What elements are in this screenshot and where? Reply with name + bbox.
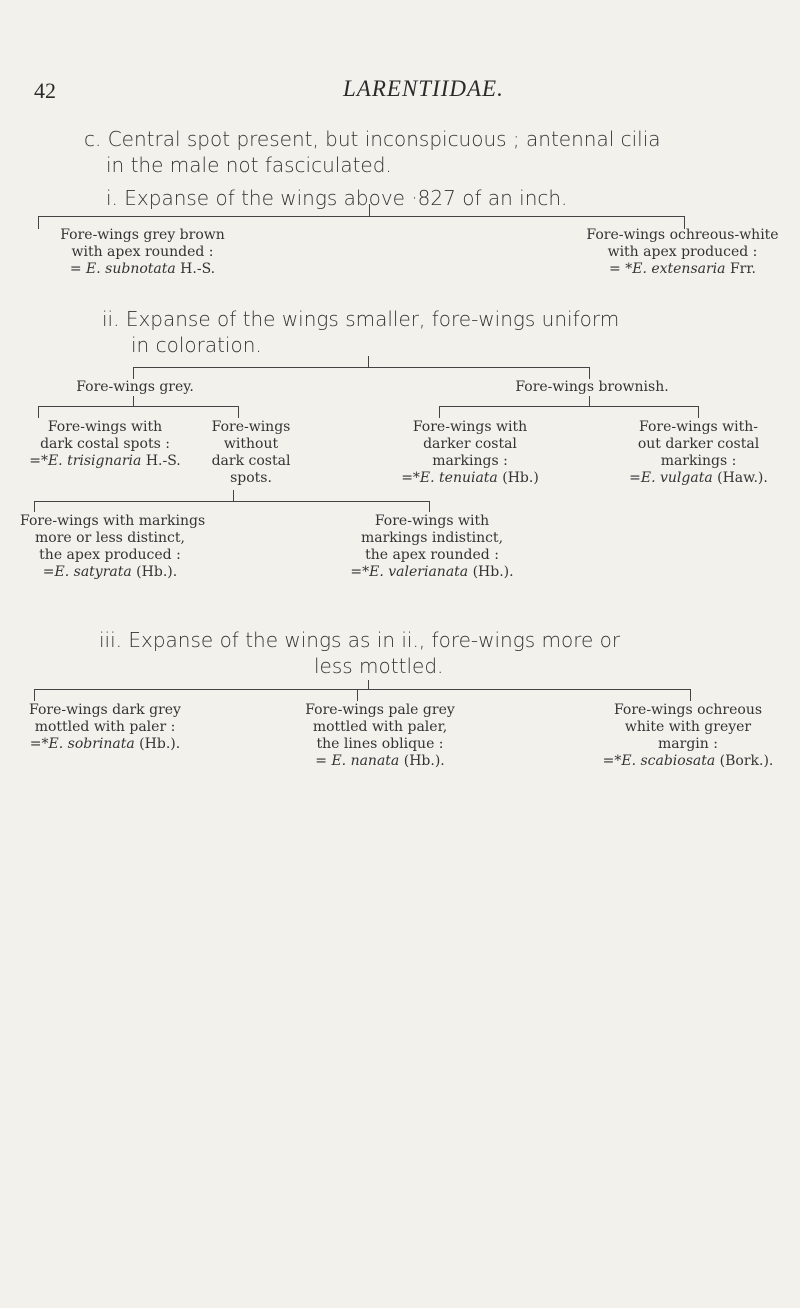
species-author: H.-S.	[141, 453, 181, 469]
species-author: (Hb.)	[497, 470, 539, 486]
species-line	[300, 753, 460, 770]
section-i-heading: i. Expanse of the wings above ·827 of an inch.	[106, 186, 568, 210]
key-drop-ii-right	[589, 367, 590, 379]
section-iii-line1: iii. Expanse of the wings as in ii., fore-wings more or	[99, 628, 621, 652]
section-ii-heading	[102, 306, 619, 358]
key-stem-ii	[368, 356, 369, 367]
species-author: (Hb.).	[468, 564, 514, 580]
key-entry-tenuiata	[385, 419, 555, 487]
species-author: H.-S.	[175, 261, 216, 277]
key-stem-i	[369, 204, 370, 216]
key-drop-ii-left	[133, 367, 134, 379]
entry-line: the lines oblique :	[316, 736, 444, 752]
species-name: E. vulgata	[640, 470, 713, 486]
species-line	[598, 753, 778, 770]
key-bracket-i	[38, 216, 684, 217]
species-line	[342, 564, 522, 581]
species-name: E. trisignaria	[47, 453, 142, 469]
key-bracket-satyrata	[34, 501, 429, 502]
section-c-line2: in the male not fasciculated.	[106, 153, 392, 177]
entry-line: without	[223, 436, 279, 452]
entry-line: mottled with paler,	[312, 719, 448, 735]
key-stem-brownish	[589, 396, 590, 406]
species-author: Frr.	[725, 261, 756, 277]
key-drop-iii-a	[34, 689, 35, 701]
equals-mark: =	[42, 564, 55, 580]
entry-line: Fore-wings with-	[639, 419, 758, 435]
key-entry-scabiosata	[598, 702, 778, 770]
label-fore-wings-brownish: Fore-wings brownish.	[515, 379, 669, 395]
entry-line: Fore-wings grey brown	[60, 227, 225, 243]
key-bracket-brownish	[439, 406, 698, 407]
key-drop-sub-a	[34, 501, 35, 512]
equals-mark: = *	[609, 261, 633, 277]
key-entry-extensaria	[555, 227, 800, 278]
species-author: (Hb.).	[399, 753, 445, 769]
equals-mark: =	[69, 261, 87, 277]
key-entry-valerianata	[342, 513, 522, 581]
species-line	[25, 453, 185, 470]
equals-mark: =*	[350, 564, 370, 580]
equals-mark: =*	[602, 753, 622, 769]
species-name: E. valerianata	[369, 564, 469, 580]
entry-line: margin :	[658, 736, 718, 752]
key-entry-vulgata	[621, 419, 776, 487]
entry-line: markings :	[660, 453, 737, 469]
entry-line: with apex rounded :	[71, 244, 214, 260]
key-drop-brown-a	[439, 406, 440, 418]
species-name: E. tenuiata	[419, 470, 498, 486]
key-bracket-ii	[133, 367, 589, 368]
equals-mark: =*	[29, 736, 49, 752]
equals-mark: =	[629, 470, 641, 486]
entry-line: with apex produced :	[607, 244, 758, 260]
key-drop-iii-b	[357, 689, 358, 701]
entry-line: more or less distinct,	[35, 530, 185, 546]
species-author: (Hb.).	[131, 564, 178, 580]
running-head: LARENTIIDAE.	[343, 76, 504, 101]
section-iii-heading	[99, 627, 620, 679]
key-drop-iii-c	[690, 689, 691, 701]
key-entry-satyrata	[20, 513, 206, 581]
species-author: (Haw.).	[712, 470, 768, 486]
entry-line: the apex produced :	[39, 547, 181, 563]
key-drop-grey-a	[38, 406, 39, 418]
key-stem-without-spots	[233, 490, 234, 501]
key-entry-without-spots	[190, 419, 312, 487]
section-c-line1: c. Central spot present, but inconspicuous ; antennal cilia	[84, 127, 661, 151]
key-entry-nanata	[300, 702, 460, 770]
species-line	[30, 261, 255, 278]
section-ii-line2: in coloration.	[131, 333, 262, 357]
equals-mark: =*	[29, 453, 48, 469]
key-bracket-iii	[34, 689, 690, 690]
entry-line: out darker costal	[637, 436, 760, 452]
species-name: E. subnotata	[86, 261, 176, 277]
species-line	[20, 736, 190, 753]
species-line	[20, 564, 200, 581]
entry-line: white with greyer	[624, 719, 752, 735]
key-stem-grey	[133, 396, 134, 406]
page-number: 42	[34, 78, 56, 103]
key-stem-iii	[368, 680, 369, 689]
entry-line: markings :	[432, 453, 508, 469]
species-line	[555, 261, 800, 278]
entry-line: Fore-wings pale grey	[305, 702, 455, 718]
species-line	[621, 470, 776, 487]
entry-line: Fore-wings with	[47, 419, 163, 435]
section-iii-line2: less mottled.	[314, 654, 444, 678]
entry-line: dark costal spots :	[40, 436, 170, 452]
entry-line: Fore-wings with	[374, 513, 490, 529]
key-drop-brown-b	[698, 406, 699, 418]
species-author: (Hb.).	[134, 736, 181, 752]
entry-line: spots.	[230, 470, 272, 486]
entry-line: Fore-wings with markings	[20, 513, 206, 529]
key-entry-subnotata	[30, 227, 255, 278]
species-name: E. satyrata	[54, 564, 132, 580]
entry-line: mottled with paler :	[34, 719, 176, 735]
entry-line: Fore-wings dark grey	[29, 702, 181, 718]
key-drop-sub-b	[429, 501, 430, 512]
species-line	[385, 470, 555, 487]
species-name: E. scabiosata	[621, 753, 716, 769]
key-entry-trisignaria	[25, 419, 185, 470]
section-c-heading	[84, 126, 661, 178]
entry-line: Fore-wings ochreous	[613, 702, 763, 718]
species-name: E. nanata	[331, 753, 400, 769]
entry-line: dark costal	[211, 453, 291, 469]
species-author: (Bork.).	[715, 753, 774, 769]
key-bracket-grey	[38, 406, 238, 407]
label-fore-wings-grey: Fore-wings grey.	[76, 379, 194, 395]
entry-line: darker costal	[423, 436, 517, 452]
section-ii-line1: ii. Expanse of the wings smaller, fore-wings uniform	[102, 307, 620, 331]
equals-mark: =	[315, 753, 332, 769]
key-entry-sobrinata	[20, 702, 190, 753]
equals-mark: =*	[401, 470, 420, 486]
entry-line: Fore-wings ochreous-white	[586, 227, 779, 243]
entry-line: the apex rounded :	[365, 547, 499, 563]
entry-line: Fore-wings	[211, 419, 291, 435]
entry-line: markings indistinct,	[360, 530, 504, 546]
key-drop-grey-b	[238, 406, 239, 418]
species-name: E. extensaria	[632, 261, 726, 277]
species-name: E. sobrinata	[48, 736, 135, 752]
entry-line: Fore-wings with	[412, 419, 528, 435]
